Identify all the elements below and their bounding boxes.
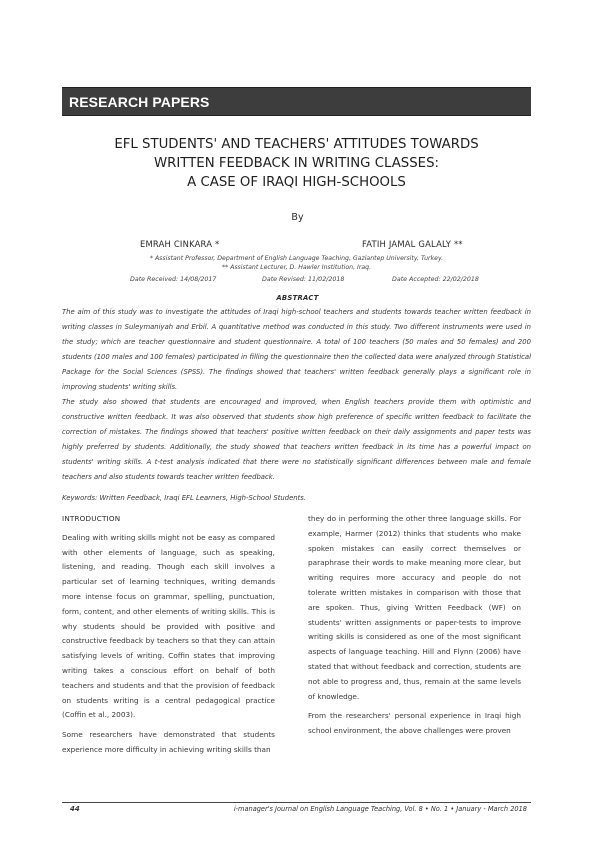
author-1: EMRAH CINKARA * <box>140 239 220 249</box>
affiliation-2: ** Assistant Lecturer, D. Hawler Institution, Iraq. <box>221 264 372 271</box>
title-line: EFL STUDENTS' AND TEACHERS' ATTITUDES TOWARDS <box>114 137 479 152</box>
page-number: 44 <box>70 805 80 813</box>
abstract-paragraph-2: The study also showed that students are encouraged and improved, when English teachers provide them with optimistic and constructive written feedback. It was also observed that students show high preference of specific written feedback to facilitate the correction of mistakes. The findings showed that teachers' positive written feedback on their daily assignments and paper tests was highly preferred by students. Additionally, the study showed that teachers written feedback in its time has a powerful impact on students' writing skills. A t-test analysis indicated that there were no statistically significant differences between male and female teachers and also students towards teacher written feedback. <box>62 398 531 481</box>
by-label: By <box>291 212 304 223</box>
left-column <box>62 512 275 763</box>
abstract-heading: ABSTRACT <box>276 294 319 302</box>
section-banner <box>62 87 531 116</box>
date-accepted: Date Accepted: 22/02/2018 <box>392 276 479 283</box>
abstract-paragraph-1: The aim of this study was to investigate the attitudes of Iraqi high-school teachers and students towards teacher written feedback in writing classes in Suleymaniyah and Erbil. A quantitative method was conducted in this study. Two different instruments were used in the study; which are teacher questionnaire and student questionnaire. A total of 100 teachers (50 males and 50 females) and 200 students (100 males and 100 females) participated in filling the questionnaire then the collected data were analyzed through Statistical Package for the Social Sciences (SPSS). The findings showed that teachers' written feedback generally plays a significant role in improving students' writing skills. <box>62 308 531 391</box>
right-column <box>308 512 521 744</box>
body-paragraph: From the researchers' personal experience in Iraqi high school environment, the above challenges were proven <box>308 711 521 736</box>
body-paragraph: Some researchers have demonstrated that students experience more difficulty in achieving writing skills than <box>62 730 275 754</box>
journal-citation: i-manager's Journal on English Language Teaching, Vol. 8 • No. 1 • January - March 2018 <box>233 805 527 813</box>
body-paragraph: they do in performing the other three language skills. For example, Harmer (2012) thinks that students who make spoken mistakes can easily correct themselves or paraphrase their words to make meaning more clear, but writing requires more accuracy and people do not tolerate written mistakes in comparison with those that are spoken. Thus, giving Written Feedback (WF) on students' written assignments or paper-tests to improve writing skills is considered as one of the most significant aspects of language teaching. Hill and Flynn (2006) have stated that without feedback and correction, students are not able to progress and, thus, remain at the same levels of knowledge. <box>308 514 521 701</box>
section-banner-label: RESEARCH PAPERS <box>69 94 210 110</box>
introduction-heading: INTRODUCTION <box>62 514 121 523</box>
article-title <box>62 135 531 192</box>
author-2: FATIH JAMAL GALALY ** <box>362 239 463 249</box>
date-revised: Date Revised: 11/02/2018 <box>262 276 345 283</box>
footer-divider <box>62 802 531 803</box>
body-paragraph: Dealing with writing skills might not be easy as compared with other elements of language, such as speaking, listening, and reading. Though each skill involves a particular set of learning techniques, writing demands more intense focus on grammar, spelling, punctuation, form, content, and other elements of writing skills. This is why students should be provided with positive and constructive feedback by teachers so that they can attain satisfying levels of writing. Coffin states that improving writing takes a conscious effort on behalf of both teachers and students and that the provision of feedback on students writing is a central pedagogical practice (Coffin et al., 2003). <box>62 532 275 720</box>
affiliation-1: * Assistant Professor, Department of English Language Teaching, Gaziantep University, Turkey. <box>149 255 444 262</box>
date-received: Date Received: 14/08/2017 <box>130 276 217 283</box>
title-line: A CASE OF IRAQI HIGH-SCHOOLS <box>187 175 406 190</box>
title-line: WRITTEN FEEDBACK IN WRITING CLASSES: <box>153 156 440 171</box>
keywords: Keywords: Written Feedback, Iraqi EFL Learners, High-School Students. <box>62 494 307 502</box>
